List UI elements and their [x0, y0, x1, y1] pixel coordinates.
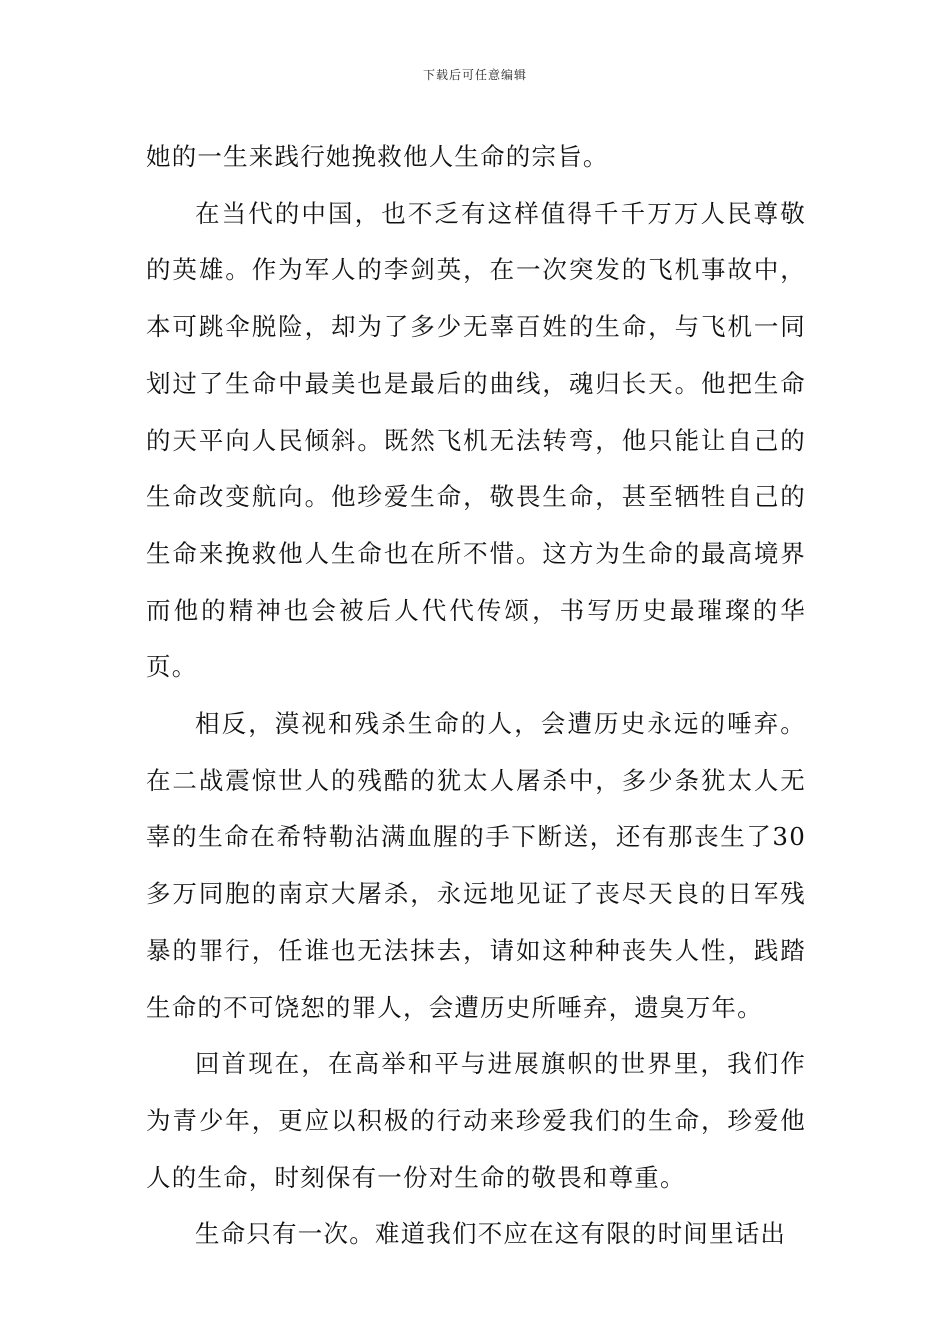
page-header: 下载后可任意编辑: [422, 68, 527, 82]
paragraph: 在当代的中国，也不乏有这样值得千千万万人民尊敬的英雄。作为军人的李剑英，在一次突发的飞机事故中，本可跳伞脱险，却为了多少无辜百姓的生命，与飞机一同划过了生命中最美也是最后的曲线，魂归长天。他把生命的天平向人民倾斜。既然飞机无法转弯，他只能让自己的生命改变航向。他珍爱生命，敬畏生命，甚至牺牲自己的生命来挽救他人生命也在所不惜。这方为生命的最高境界而他的精神也会被后人代代传颂，书写历史最璀璨的华页。: [146, 198, 806, 682]
body-text: [146, 129, 806, 1263]
paragraph: 回首现在，在高举和平与进展旗帜的世界里，我们作为青少年，更应以积极的行动来珍爱我们的生命，珍爱他人的生命，时刻保有一份对生命的敬畏和尊重。: [146, 1049, 806, 1192]
paragraph: 相反，漠视和残杀生命的人，会遭历史永远的唾弃。在二战震惊世人的残酷的犹太人屠杀中，多少条犹太人无辜的生命在希特勒沾满血腥的手下断送，还有那丧生了30多万同胞的南京大屠杀，永远地见证了丧尽天良的日军残暴的罪行，任谁也无法抹去，请如这种种丧失人性，践踏生命的不可饶恕的罪人，会遭历史所唾弃，遗臭万年。: [146, 709, 806, 1022]
paragraph: 她的一生来践行她挽救他人生命的宗旨。: [146, 142, 609, 171]
paragraph: 生命只有一次。难道我们不应在这有限的时间里话出: [195, 1219, 787, 1249]
